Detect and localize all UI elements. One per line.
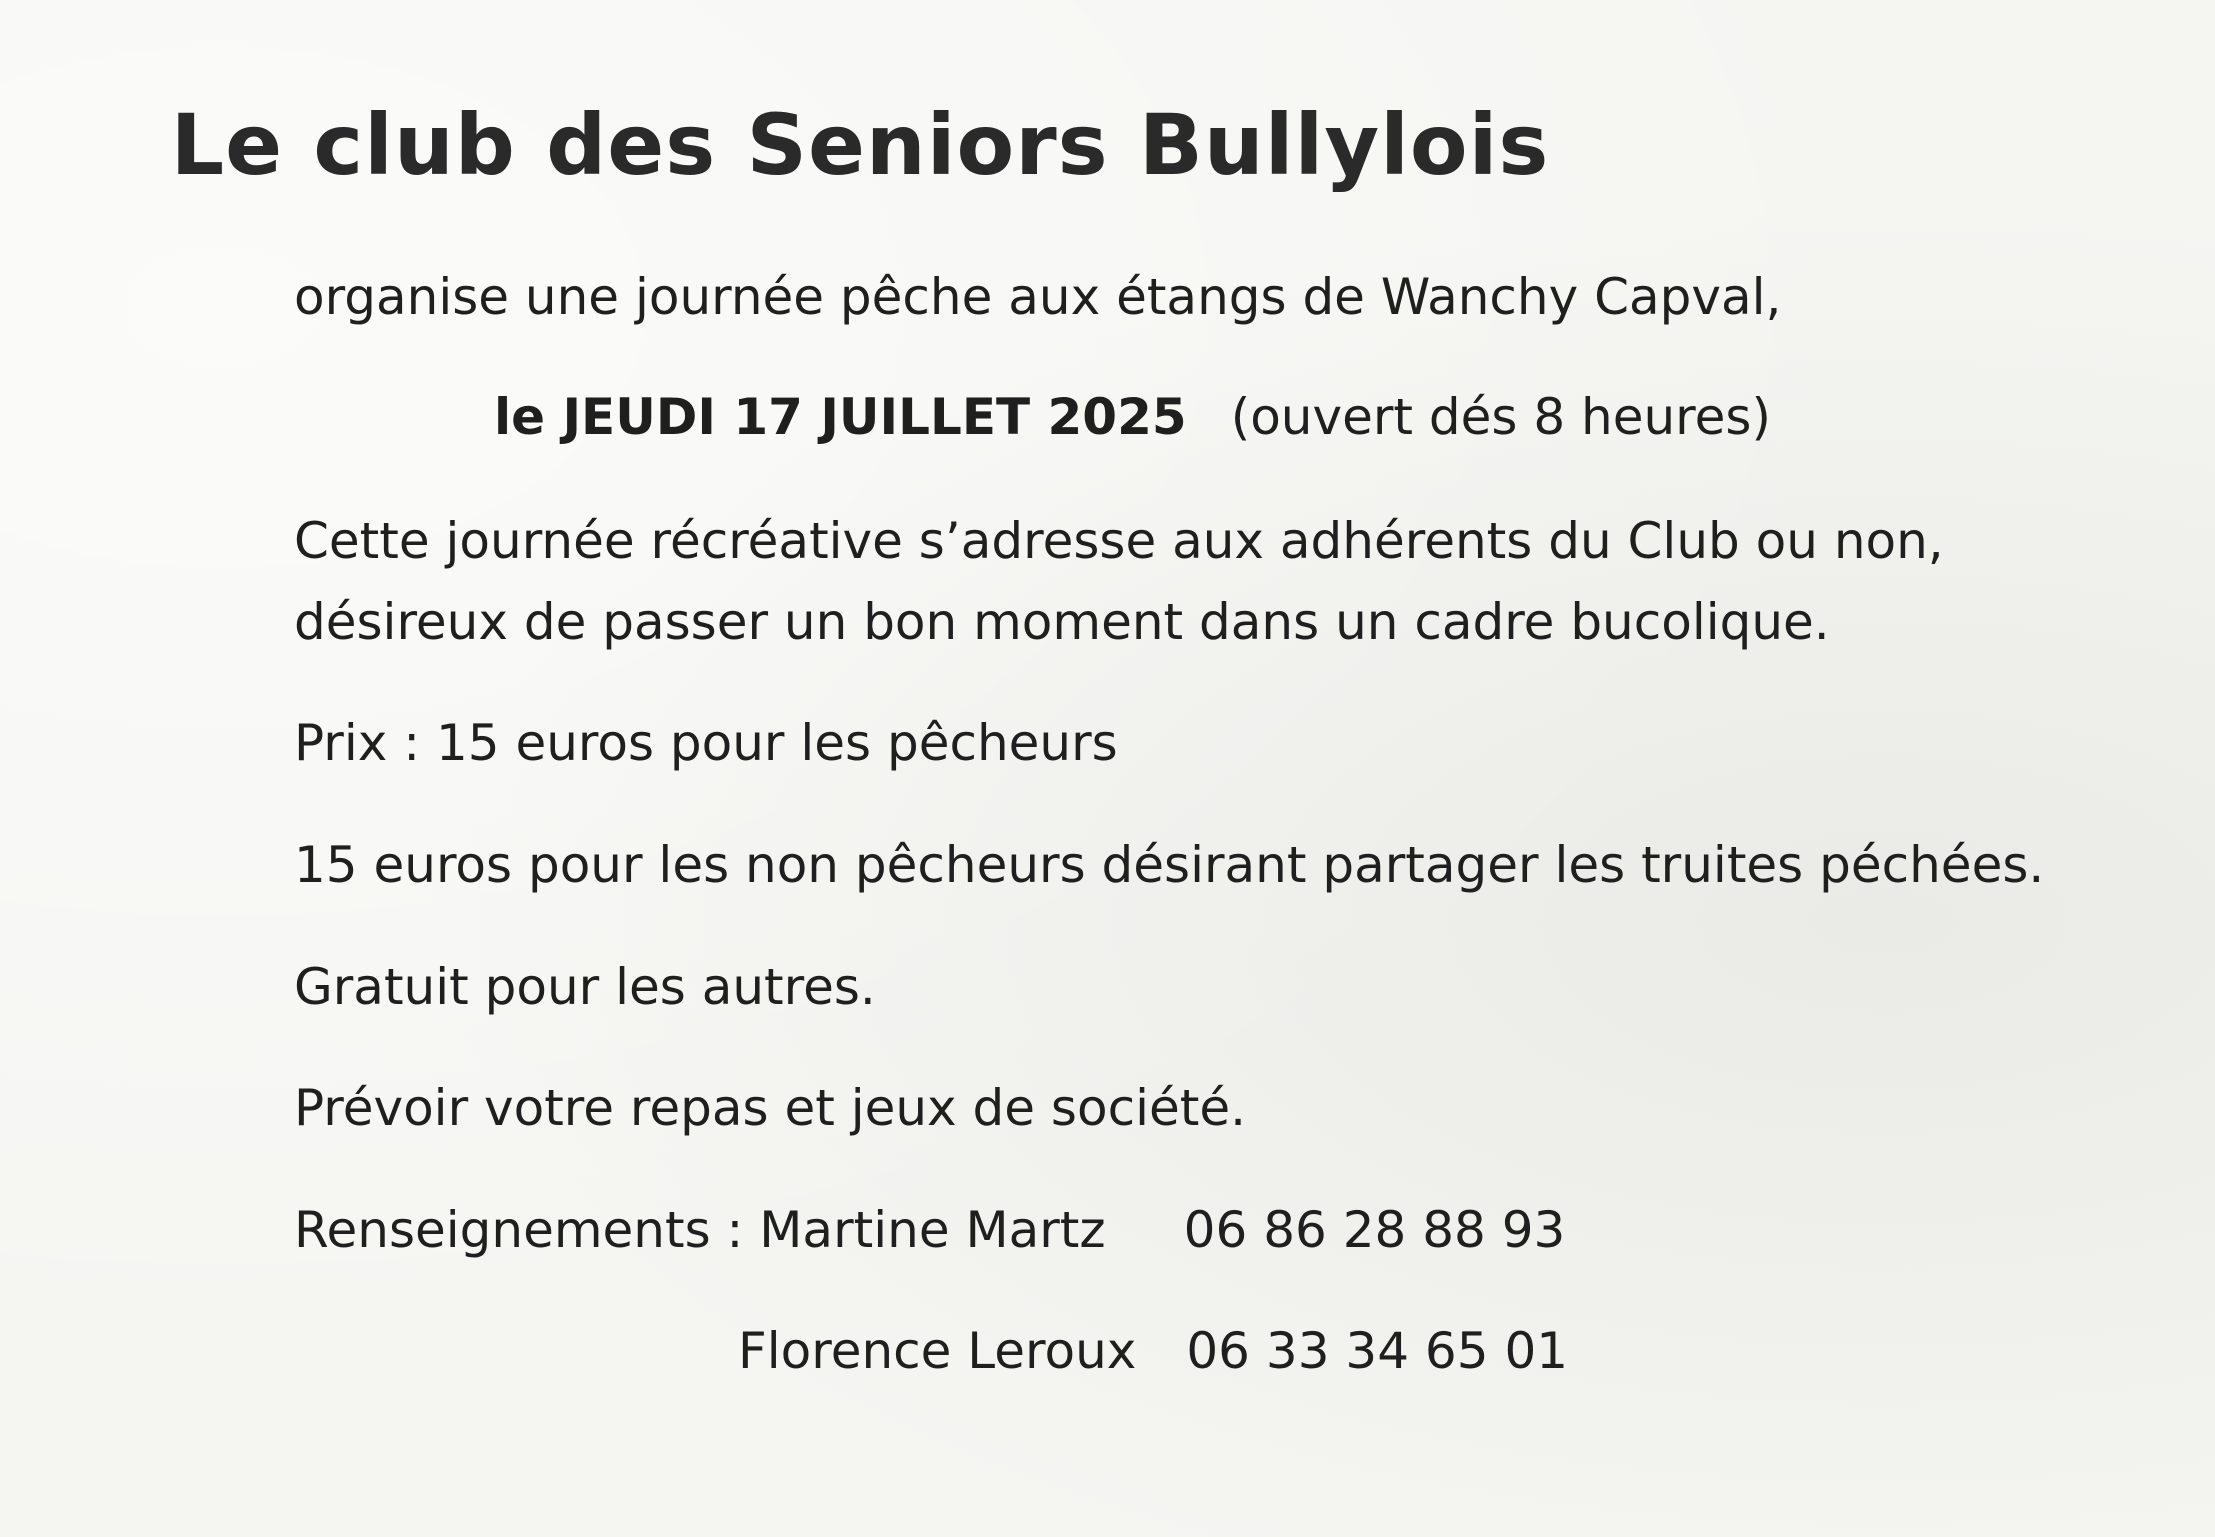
page-title: Le club des Seniors Bullylois	[170, 96, 1550, 194]
description-line-1: Cette journée récréative s’adresse aux adhérents du Club ou non,	[294, 512, 1944, 570]
opening-time: (ouvert dés 8 heures)	[1230, 388, 1771, 446]
intro-line: organise une journée pêche aux étangs de Wanchy Capval,	[294, 268, 1782, 326]
event-date: le JEUDI 17 JUILLET 2025	[494, 388, 1187, 446]
contact-name-2: Florence Leroux	[738, 1322, 1137, 1380]
contact-name-1: Martine Martz	[759, 1201, 1106, 1259]
contacts-label: Renseignements :	[294, 1201, 760, 1259]
contact-phone-2: 06 33 34 65 01	[1186, 1322, 1569, 1380]
contact-line-2	[738, 1322, 1569, 1380]
description-line-2: désireux de passer un bon moment dans un cadre bucolique.	[294, 593, 1830, 651]
contact-line-1	[294, 1201, 1566, 1259]
event-date-line	[494, 388, 1771, 446]
reminder-line: Prévoir votre repas et jeux de société.	[294, 1079, 1246, 1137]
contact-phone-1: 06 86 28 88 93	[1183, 1201, 1566, 1259]
price-others: Gratuit pour les autres.	[294, 958, 876, 1016]
price-fishers: Prix : 15 euros pour les pêcheurs	[294, 714, 1118, 772]
price-non-fishers: 15 euros pour les non pêcheurs désirant partager les truites péchées.	[294, 836, 2045, 894]
